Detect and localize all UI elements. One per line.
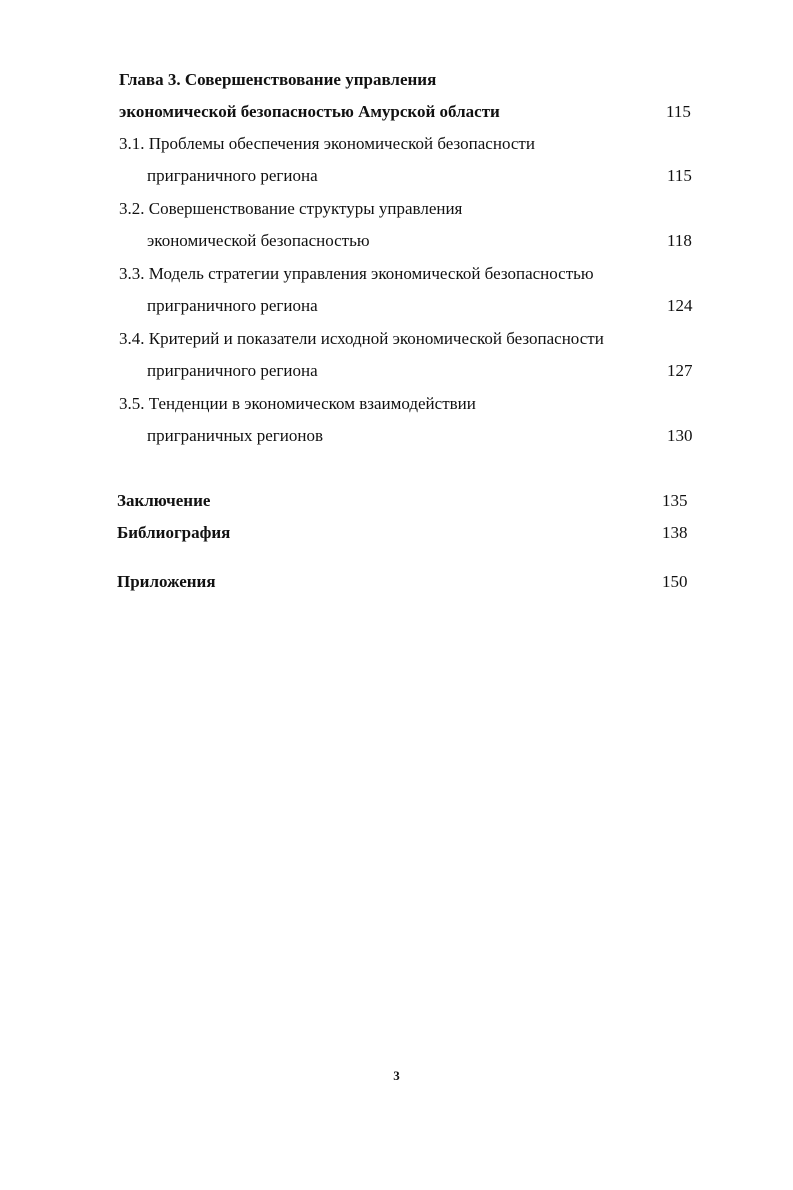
section-3-3-title-line-2: приграничного региона	[147, 296, 318, 315]
section-3-1-title-line-1: 3.1. Проблемы обеспечения экономической безопасности	[119, 134, 535, 153]
section-3-5-page-number: 130	[667, 426, 693, 445]
page-number: 3	[393, 1068, 400, 1083]
section-3-5-title-line-1: 3.5. Тенденции в экономическом взаимодействии	[119, 394, 476, 413]
section-3-2-title-line-2: экономической безопасностью	[147, 231, 370, 250]
section-3-4-page-number: 127	[667, 361, 693, 380]
section-3-1-title-line-2: приграничного региона	[147, 166, 318, 185]
section-3-2-page-number: 118	[667, 231, 692, 250]
appendices-title: Приложения	[117, 572, 216, 591]
section-3-5-title-line-2: приграничных регионов	[147, 426, 323, 445]
conclusion-title: Заключение	[117, 491, 211, 510]
bibliography-page-number: 138	[662, 523, 688, 542]
section-3-3-title-line-1: 3.3. Модель стратегии управления экономической безопасностью	[119, 264, 594, 283]
section-3-4-title-line-1: 3.4. Критерий и показатели исходной экономической безопасности	[119, 329, 604, 348]
chapter-3-title-line-2: экономической безопасностью Амурской области	[119, 102, 500, 121]
conclusion-page-number: 135	[662, 491, 688, 510]
section-3-4-title-line-2: приграничного региона	[147, 361, 318, 380]
bibliography-title: Библиография	[117, 523, 231, 542]
appendices-page-number: 150	[662, 572, 688, 591]
section-3-3-page-number: 124	[667, 296, 693, 315]
chapter-3-page-number: 115	[666, 102, 691, 121]
section-3-2-title-line-1: 3.2. Совершенствование структуры управления	[119, 199, 463, 218]
section-3-1-page-number: 115	[667, 166, 692, 185]
chapter-3-title-line-1: Глава 3. Совершенствование управления	[119, 70, 437, 89]
